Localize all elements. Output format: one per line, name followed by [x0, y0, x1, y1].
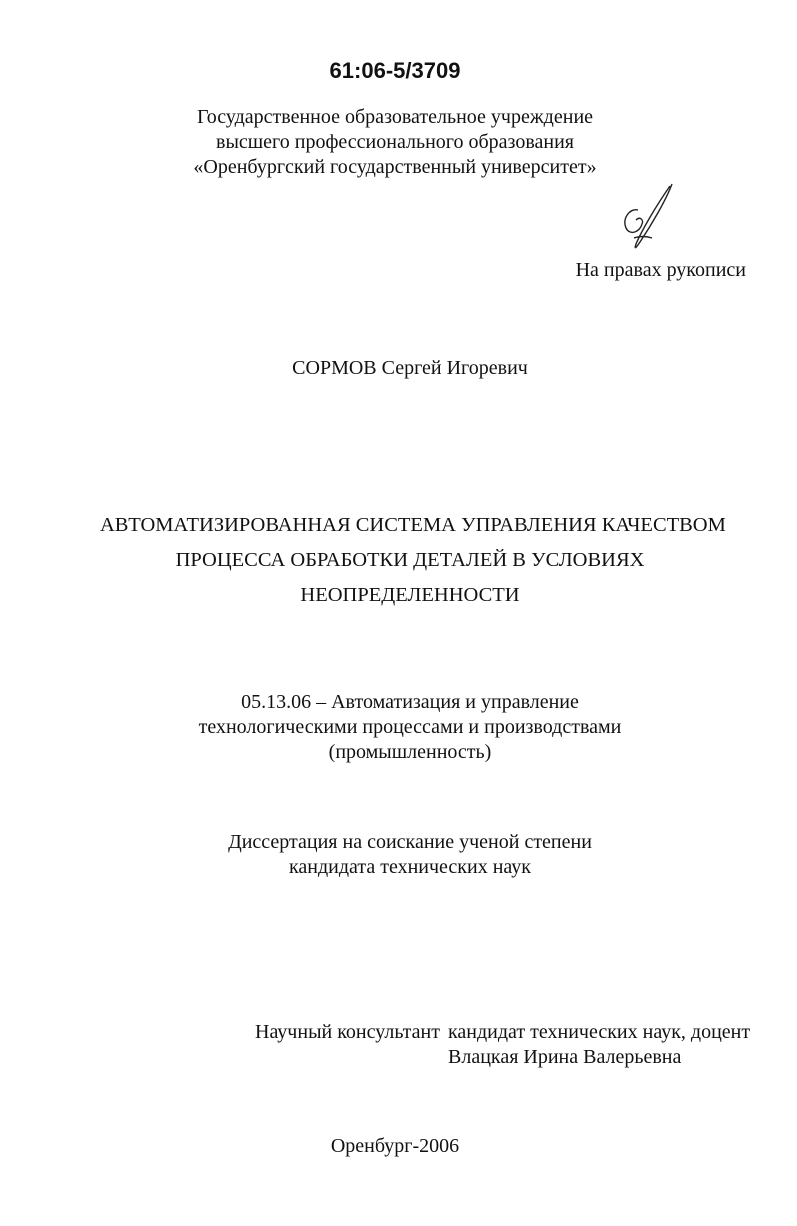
institution-line: высшего профессионального образования — [216, 131, 574, 153]
degree-line: кандидата технических наук — [288, 856, 532, 878]
consultant-label: Научный консультант — [255, 1021, 440, 1043]
institution-line: Государственное образовательное учреждение — [196, 106, 594, 128]
title-line: АВТОМАТИЗИРОВАННАЯ СИСТЕМА УПРАВЛЕНИЯ КАЧЕСТВОМ — [100, 514, 726, 536]
degree-block — [130, 830, 690, 880]
dissertation-title — [100, 508, 726, 613]
institution-line: «Оренбургский государственный университет» — [193, 156, 597, 178]
city-year: Оренбург-2006 — [330, 1135, 460, 1157]
title-line: НЕОПРЕДЕЛЕННОСТИ — [300, 584, 520, 606]
registry-code: 61:06-5/3709 — [329, 58, 461, 83]
handwritten-signature — [600, 180, 690, 260]
title-line: ПРОЦЕССА ОБРАБОТКИ ДЕТАЛЕЙ В УСЛОВИЯХ — [175, 549, 645, 571]
consultant-name: Влацкая Ирина Валерьевна — [448, 1046, 682, 1068]
institution-block — [150, 105, 640, 180]
manuscript-note: На правах рукописи — [575, 259, 746, 281]
consultant-degree: кандидат технических наук, доцент — [448, 1021, 751, 1043]
consultant-value — [448, 1020, 750, 1070]
specialty-line: (промышленность) — [328, 741, 492, 763]
specialty-line: 05.13.06 – Автоматизация и управление — [241, 691, 579, 713]
specialty-line: технологическими процессами и производствами — [198, 716, 622, 738]
author-name: СОРМОВ Сергей Игоревич — [292, 357, 528, 379]
degree-line: Диссертация на соискание ученой степени — [228, 831, 592, 853]
specialty-block — [130, 690, 690, 765]
